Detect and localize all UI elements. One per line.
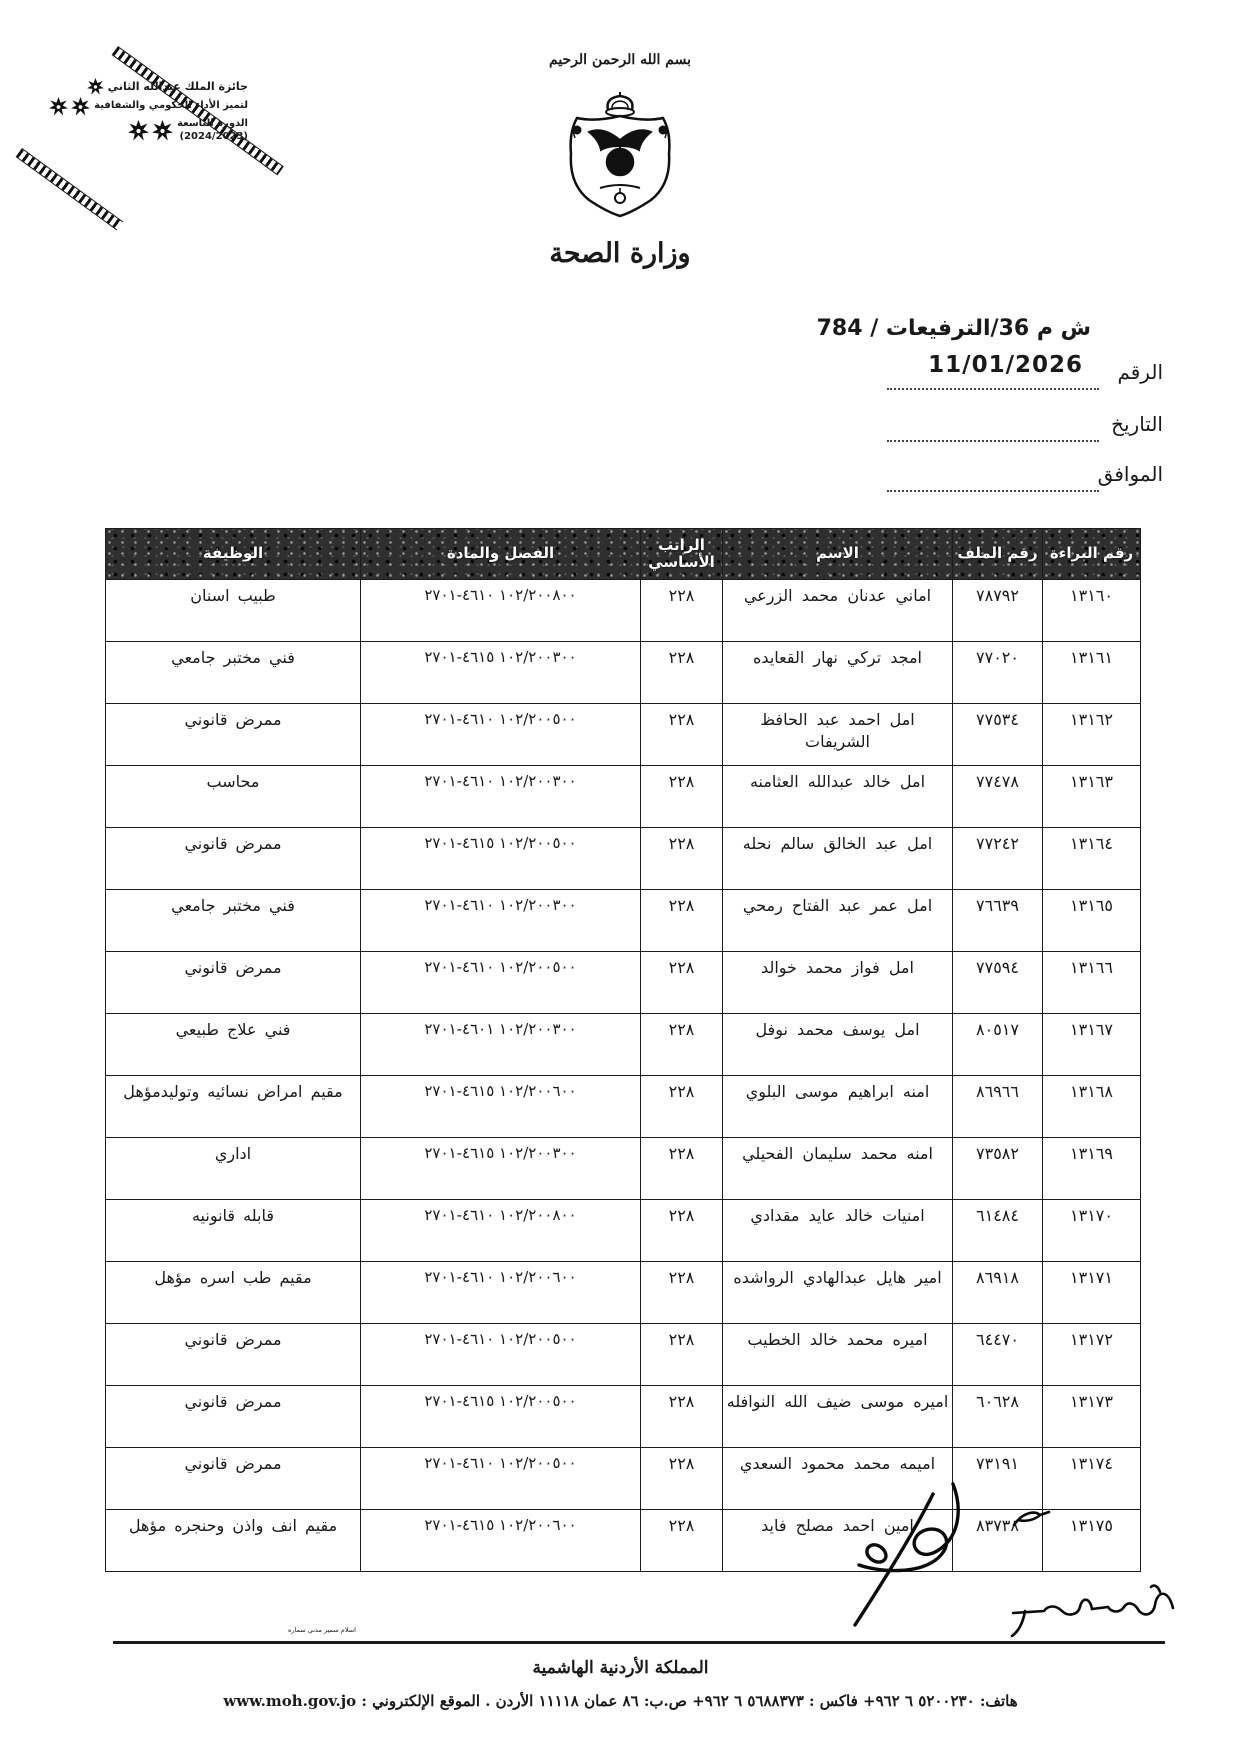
cell-job: فني علاج طبيعي <box>106 1014 361 1076</box>
cell-basic-salary: ٢٢٨ <box>641 890 723 952</box>
cell-chapter-article: ١٠٢/٢٠٠٥٠٠ ٤٦١٥-٢٧٠١ <box>361 1386 641 1448</box>
col-name: الاسم <box>723 529 953 580</box>
cell-job: مقيم امراض نسائيه وتوليدمؤهل <box>106 1076 361 1138</box>
cell-basic-salary: ٢٢٨ <box>641 1262 723 1324</box>
handwritten-word-icon <box>995 1580 1180 1646</box>
cell-basic-salary: ٢٢٨ <box>641 952 723 1014</box>
cell-file-number: ٧٣١٩١ <box>953 1448 1043 1510</box>
cell-decree-number: ١٣١٦٢ <box>1043 704 1141 766</box>
cell-chapter-article: ١٠٢/٢٠٠٥٠٠ ٤٦١٠-٢٧٠١ <box>361 1448 641 1510</box>
award-stamp <box>48 78 248 145</box>
cell-chapter-article: ١٠٢/٢٠٠٣٠٠ ٤٦١٠-٢٧٠١ <box>361 890 641 952</box>
table-row <box>106 704 1141 766</box>
cell-job: اداري <box>106 1138 361 1200</box>
cell-file-number: ٨٠٥١٧ <box>953 1014 1043 1076</box>
col-basic-salary: الراتب الأساسي <box>641 529 723 580</box>
cell-decree-number: ١٣١٧٠ <box>1043 1200 1141 1262</box>
table-row <box>106 642 1141 704</box>
cell-job: ممرض قانوني <box>106 704 361 766</box>
cell-chapter-article: ١٠٢/٢٠٠٥٠٠ ٤٦١٥-٢٧٠١ <box>361 828 641 890</box>
signature-icon <box>835 1478 1010 1632</box>
cell-basic-salary: ٢٢٨ <box>641 1510 723 1572</box>
cell-name: امل عبد الخالق سالم نحله <box>723 828 953 890</box>
cell-basic-salary: ٢٢٨ <box>641 828 723 890</box>
cell-chapter-article: ١٠٢/٢٠٠٥٠٠ ٤٦١٠-٢٧٠١ <box>361 1324 641 1386</box>
cell-file-number: ٦٤٤٧٠ <box>953 1324 1043 1386</box>
col-chapter-article: الفصل والمادة <box>361 529 641 580</box>
cell-file-number: ٦١٤٨٤ <box>953 1200 1043 1262</box>
cell-job: مقيم انف واذن وحنجره مؤهل <box>106 1510 361 1572</box>
table-body <box>106 580 1141 1572</box>
cell-basic-salary: ٢٢٨ <box>641 704 723 766</box>
cell-name: اميره محمد خالد الخطيب <box>723 1324 953 1386</box>
cell-file-number: ٧٣٥٨٢ <box>953 1138 1043 1200</box>
cell-name: امجد تركي نهار القعايده <box>723 642 953 704</box>
table-row <box>106 828 1141 890</box>
cell-name: امل احمد عبد الحافظ الشريفات <box>723 704 953 766</box>
label-number: الرقم <box>1117 360 1163 384</box>
cell-file-number: ٧٧٥٩٤ <box>953 952 1043 1014</box>
cell-decree-number: ١٣١٧٤ <box>1043 1448 1141 1510</box>
cell-job: ممرض قانوني <box>106 828 361 890</box>
cell-chapter-article: ١٠٢/٢٠٠٦٠٠ ٤٦١٥-٢٧٠١ <box>361 1076 641 1138</box>
cell-decree-number: ١٣١٧١ <box>1043 1262 1141 1324</box>
table-row <box>106 1262 1141 1324</box>
stamp-line4: (2024/2023) <box>179 130 248 142</box>
stamp-line1: جائزة الملك عبدالله الثاني <box>107 79 248 93</box>
table-row <box>106 1200 1141 1262</box>
cell-job: فني مختبر جامعي <box>106 642 361 704</box>
table-row <box>106 766 1141 828</box>
cell-name: امين احمد مصلح فايد <box>723 1510 953 1572</box>
cell-job: محاسب <box>106 766 361 828</box>
cell-decree-number: ١٣١٦٣ <box>1043 766 1141 828</box>
cell-name: امير هايل عبدالهادي الرواشده <box>723 1262 953 1324</box>
cell-file-number: ٨٦٩١٨ <box>953 1262 1043 1324</box>
star-icon <box>87 78 104 95</box>
cell-chapter-article: ١٠٢/٢٠٠٦٠٠ ٤٦١٠-٢٧٠١ <box>361 1262 641 1324</box>
cell-file-number: ٧٧٥٣٤ <box>953 704 1043 766</box>
cell-decree-number: ١٣١٦٧ <box>1043 1014 1141 1076</box>
table-row <box>106 1014 1141 1076</box>
cell-job: ممرض قانوني <box>106 952 361 1014</box>
cell-basic-salary: ٢٢٨ <box>641 1386 723 1448</box>
table-row <box>106 1386 1141 1448</box>
table-row <box>106 1324 1141 1386</box>
cell-basic-salary: ٢٢٨ <box>641 642 723 704</box>
label-corresponding: الموافق <box>1097 462 1163 486</box>
cell-name: اميره موسى ضيف الله النوافله <box>723 1386 953 1448</box>
cell-name: امل يوسف محمد نوفل <box>723 1014 953 1076</box>
cell-decree-number: ١٣١٧٢ <box>1043 1324 1141 1386</box>
cell-basic-salary: ٢٢٨ <box>641 1448 723 1510</box>
table-row <box>106 580 1141 642</box>
cell-chapter-article: ١٠٢/٢٠٠٣٠٠ ٤٦١٥-٢٧٠١ <box>361 1138 641 1200</box>
royal-crest-icon <box>555 88 685 232</box>
cell-chapter-article: ١٠٢/٢٠٠٥٠٠ ٤٦١٠-٢٧٠١ <box>361 704 641 766</box>
cell-job: طبيب اسنان <box>106 580 361 642</box>
table-row <box>106 1076 1141 1138</box>
cell-name: اماني عدنان محمد الزرعي <box>723 580 953 642</box>
cell-decree-number: ١٣١٦٩ <box>1043 1138 1141 1200</box>
cell-chapter-article: ١٠٢/٢٠٠٦٠٠ ٤٦١٥-٢٧٠١ <box>361 1510 641 1572</box>
cell-file-number: ٧٧٤٧٨ <box>953 766 1043 828</box>
cell-file-number: ٨٦٩٦٦ <box>953 1076 1043 1138</box>
cell-name: امنه ابراهيم موسى البلوي <box>723 1076 953 1138</box>
table-row <box>106 1138 1141 1200</box>
reference-date: 11/01/2026 <box>928 352 1083 378</box>
cell-chapter-article: ١٠٢/٢٠٠٥٠٠ ٤٦١٠-٢٧٠١ <box>361 952 641 1014</box>
cell-file-number: ٧٨٧٩٢ <box>953 580 1043 642</box>
cell-job: ممرض قانوني <box>106 1386 361 1448</box>
stamp-line3: الدورة التاسعة <box>177 118 248 129</box>
bismillah-text: بسم الله الرحمن الرحيم <box>549 52 691 68</box>
cell-job: قابله قانونيه <box>106 1200 361 1262</box>
cell-chapter-article: ١٠٢/٢٠٠٣٠٠ ٤٦١٠-٢٧٠١ <box>361 766 641 828</box>
cell-file-number: ٨٣٧٣٨ <box>953 1510 1043 1572</box>
cell-name: امنيات خالد عايد مقدادي <box>723 1200 953 1262</box>
promotions-table <box>105 528 1141 1572</box>
stamp-ribbon-icon <box>16 148 124 230</box>
stamp-line2: لتميز الأداء الحكومي والشفافية <box>94 100 248 112</box>
footer-contact: هاتف: ٥٢٠٠٢٣٠ ٦ ٩٦٢+ فاكس : ٥٦٨٨٣٧٣ ٦ ٩٦٢+ ص.ب: ٨٦ عمان ١١١١٨ الأردن . الموقع الإلكتروني : www.moh.gov.jo <box>223 1692 1018 1710</box>
cell-basic-salary: ٢٢٨ <box>641 1076 723 1138</box>
cell-decree-number: ١٣١٦١ <box>1043 642 1141 704</box>
table-row <box>106 952 1141 1014</box>
table-row <box>106 890 1141 952</box>
dotted-line <box>887 388 1099 390</box>
cell-decree-number: ١٣١٦٨ <box>1043 1076 1141 1138</box>
dotted-line <box>887 490 1099 492</box>
cell-job: ممرض قانوني <box>106 1324 361 1386</box>
cell-decree-number: ١٣١٦٥ <box>1043 890 1141 952</box>
cell-file-number: ٧٧٢٤٢ <box>953 828 1043 890</box>
cell-basic-salary: ٢٢٨ <box>641 1014 723 1076</box>
cell-decree-number: ١٣١٦٠ <box>1043 580 1141 642</box>
cell-decree-number: ١٣١٧٥ <box>1043 1510 1141 1572</box>
dotted-line <box>887 440 1099 442</box>
cell-decree-number: ١٣١٦٦ <box>1043 952 1141 1014</box>
cell-chapter-article: ١٠٢/٢٠٠٣٠٠ ٤٦٠١-٢٧٠١ <box>361 1014 641 1076</box>
cell-name: امل عمر عبد الفتاح رمحي <box>723 890 953 952</box>
cell-chapter-article: ١٠٢/٢٠٠٨٠٠ ٤٦١٠-٢٧٠١ <box>361 580 641 642</box>
col-job: الوظيفة <box>106 529 361 580</box>
cell-job: ممرض قانوني <box>106 1448 361 1510</box>
cell-name: اميمه محمد محمود السعدي <box>723 1448 953 1510</box>
cell-file-number: ٦٠٦٢٨ <box>953 1386 1043 1448</box>
cell-basic-salary: ٢٢٨ <box>641 580 723 642</box>
cell-name: امل فواز محمد خوالد <box>723 952 953 1014</box>
label-date: التاريخ <box>1111 412 1163 436</box>
star-icon <box>49 97 90 116</box>
cell-chapter-article: ١٠٢/٢٠٠٣٠٠ ٤٦١٥-٢٧٠١ <box>361 642 641 704</box>
cell-basic-salary: ٢٢٨ <box>641 1324 723 1386</box>
table-header-row <box>106 529 1141 580</box>
cell-file-number: ٧٦٦٣٩ <box>953 890 1043 952</box>
cell-chapter-article: ١٠٢/٢٠٠٨٠٠ ٤٦١٠-٢٧٠١ <box>361 1200 641 1262</box>
cell-name: امل خالد عبدالله العثامنه <box>723 766 953 828</box>
cell-basic-salary: ٢٢٨ <box>641 766 723 828</box>
cell-basic-salary: ٢٢٨ <box>641 1200 723 1262</box>
col-file-number: رقم الملف <box>953 529 1043 580</box>
col-decree-number: رقم البراءة <box>1043 529 1141 580</box>
approval-mark-icon <box>1008 1505 1052 1537</box>
cell-decree-number: ١٣١٧٣ <box>1043 1386 1141 1448</box>
footer-rule <box>113 1641 1165 1644</box>
reference-number: ش م 36/الترفيعات / 784 <box>816 316 1091 341</box>
cell-job: مقيم طب اسره مؤهل <box>106 1262 361 1324</box>
tiny-note: اسلام سمير مدني سماره <box>288 1626 356 1634</box>
cell-decree-number: ١٣١٦٤ <box>1043 828 1141 890</box>
cell-basic-salary: ٢٢٨ <box>641 1138 723 1200</box>
ministry-title: وزارة الصحة <box>549 238 691 269</box>
star-icon <box>128 120 173 141</box>
cell-file-number: ٧٧٠٢٠ <box>953 642 1043 704</box>
kingdom-title: المملكة الأردنية الهاشمية <box>532 1658 709 1678</box>
cell-name: امنه محمد سليمان الفحيلي <box>723 1138 953 1200</box>
cell-job: فني مختبر جامعي <box>106 890 361 952</box>
